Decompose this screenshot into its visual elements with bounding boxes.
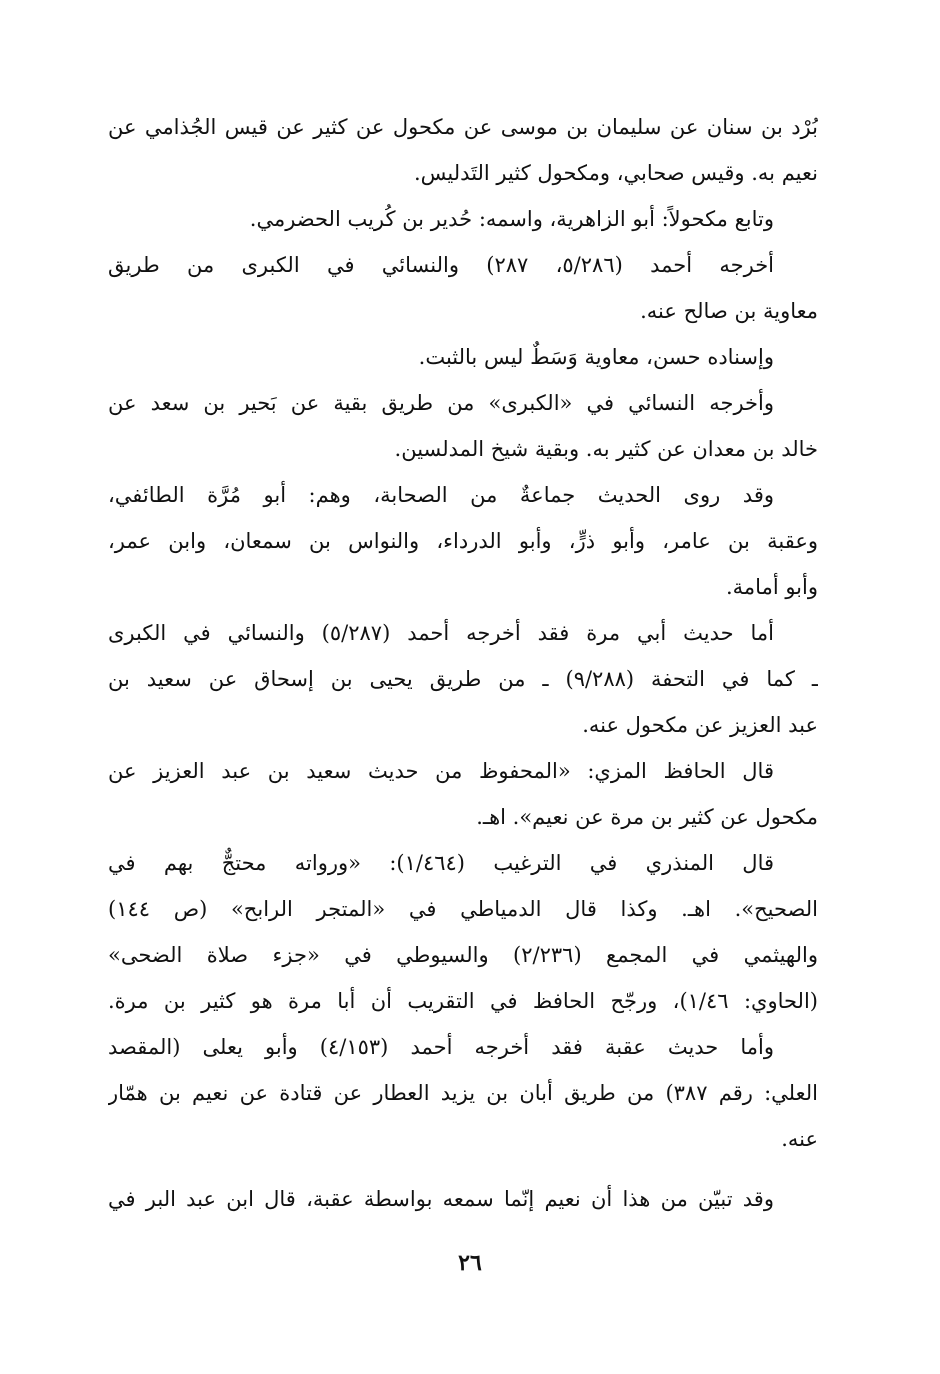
text-line: مكحول عن كثير بن مرة عن نعيم». اهـ.	[476, 805, 818, 829]
text-line: عنه.	[781, 1127, 818, 1151]
text-line: والهيثمي في المجمع (٢/٢٣٦) والسيوطي في «جزء صلاة الضحى»	[108, 943, 818, 967]
text-line: الصحيح». اهـ. وكذا قال الدمياطي في «المتجر الرابح» (ص ١٤٤)	[108, 897, 818, 921]
text-line: وإسناده حسن، معاوية وَسَطٌ ليس بالثبت.	[418, 345, 774, 369]
text-line: بُرْد بن سنان عن سليمان بن موسى عن مكحول عن كثير عن قيس الجُذامي عن	[108, 115, 818, 139]
text-line: أخرجه أحمد (٥/٢٨٦، ٢٨٧) والنسائي في الكبرى من طريق	[108, 253, 775, 277]
text-line: العلي: رقم ٣٨٧) من طريق أبان بن يزيد العطار عن قتادة عن نعيم بن همّار	[108, 1081, 818, 1105]
text-line: وقد روى الحديث جماعةٌ من الصحابة، وهم: أبو مُرَّة الطائفي،	[108, 483, 774, 507]
text-line: وأخرجه النسائي في «الكبرى» من طريق بقية عن بَحير بن سعد عن	[108, 391, 774, 415]
text-line: وقد تبيّن من هذا أن نعيم إنّما سمعه بواسطة عقبة، قال ابن عبد البر في	[108, 1187, 774, 1211]
text-line: نعيم به. وقيس صحابي، ومكحول كثير التَدليس.	[413, 161, 818, 185]
text-line: معاوية بن صالح عنه.	[640, 299, 818, 323]
text-line: قال الحافظ المزي: «المحفوظ من حديث سعيد بن عبد العزيز عن	[108, 759, 774, 783]
text-line: عبد العزيز عن مكحول عنه.	[582, 713, 818, 737]
text-line: وأما حديث عقبة فقد أخرجه أحمد (٤/١٥٣) وأبو يعلى (المقصد	[108, 1035, 774, 1059]
text-line: أما حديث أبي مرة فقد أخرجه أحمد (٥/٢٨٧) والنسائي في الكبرى	[108, 621, 774, 645]
text-line: خالد بن معدان عن كثير به. وبقية شيخ المدلسين.	[394, 437, 818, 461]
text-line: قال المنذري في الترغيب (١/٤٦٤): «ورواته محتجٌّ بهم في	[108, 851, 774, 875]
text-line: (الحاوي: ١/٤٦)، ورجّح الحافظ في التقريب أن أبا مرة هو كثير بن مرة.	[108, 989, 818, 1013]
text-line: ـ كما في التحفة (٩/٢٨٨) ـ من طريق يحيى بن إسحاق عن سعيد بن	[108, 667, 818, 691]
text-line: وتابع مكحولاً: أبو الزاهرية، واسمه: حُدير بن كُريب الحضرمي.	[249, 207, 774, 231]
text-line: وأبو أمامة.	[725, 575, 818, 599]
page-body	[108, 104, 818, 1222]
page-number: ٢٦	[458, 1250, 482, 1276]
text-line: وعقبة بن عامر، وأبو ذرٍّ، وأبو الدرداء، والنواس بن سمعان، وابن عمر،	[108, 529, 818, 553]
